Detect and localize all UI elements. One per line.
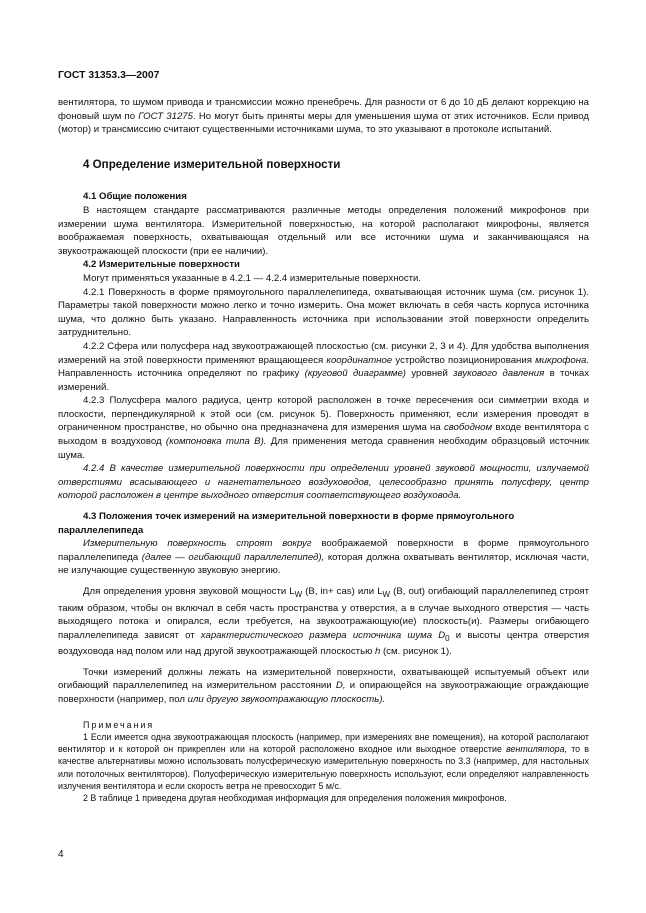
subsection-4-2-title: 4.2 Измерительные поверхности (83, 259, 240, 271)
subsection-4-3-para-1: Измерительную поверхность строят вокруг воображаемой поверхности в форме прямоугольного параллелепипеда (далее — огибающий параллелепипед), которая должна охватывать вентилятор, исключая части, не излучающие существенную звуковую энергию. (58, 538, 589, 577)
intro-paragraph (58, 96, 589, 137)
document-body (58, 96, 589, 805)
subsection-4-2-text: Могут применяться указанные в 4.2.1 — 4.2.4 измерительные поверхности. (83, 272, 422, 284)
note-2: 2 В таблице 1 приведена другая необходимая информация для определения положения микрофонов. (83, 793, 507, 804)
subsection-4-3-title: 4.3 Положения точек измерений на измерительной поверхности в форме прямоугольного параллелепипеда (58, 511, 515, 536)
note-1: 1 Если имеется одна звукоотражающая плоскость (например, при измерениях вне помещения), на которой располагают вентилятор и к которой он прикреплен или на которой расположено входное или выходное отверстие вентилятора, то в качестве альтернативы можно использовать полусферическую измерительную поверхность по 3.3 (например, для настольных или потолочных вентиляторов). Полусферическую измерительную поверхность используют, если определяют направленность излучения вентилятора и если скорость ветра не превосходит 5 м/с. (58, 731, 589, 792)
clause-4-2-3: 4.2.3 Полусфера малого радиуса, центр которой расположен в точке пересечения оси симметрии входа и плоскости, перпендикулярной к этой оси (см. рисунок 5). Поверхность применяют, если измерения проводят в ограниченном пространстве, но обычно она предназначена для измерения шума на свободном входе вентилятора с выходом в воздуховод (компоновка типа В). Для применения метода сравнения необходим образцовый источник шума. (58, 395, 589, 461)
subsection-4-1-text: В настоящем стандарте рассматриваются различные методы определения положений микрофонов при измерении шума вентилятора. Измерительной поверхностью, на которой располагают микрофоны, является воображаемая поверхность, охватывающая отдельный или все источники шума и заканчивающаяся на звукоотражающей плоскости (при ее наличии). (58, 204, 589, 257)
intro-text-a: вентилятора, то шумом привода и трансмиссии можно пренебречь. Для разности от 6 до 10 дБ делают коррекцию на фоновый шум по (58, 97, 589, 122)
document-header: ГОСТ 31353.3—2007 (58, 70, 160, 81)
intro-text-b: . Но могут быть приняты меры для уменьшения шума от этих источников. Если привод (мотор) и трансмиссию считают существенными источниками шума, то это указывают в протоколе испытаний. (58, 110, 589, 136)
clause-4-2-4: 4.2.4 В качестве измерительной поверхности при определении уровней звуковой мощности, излучаемой отверстиями всасывающего и нагнетательного воздуховодов, целесообразно принять полусферу, центр которой расположен в центре выходного отверстия соответствующего воздуховода. (58, 463, 589, 502)
notes-block (58, 719, 589, 805)
intro-ref: ГОСТ 31275 (138, 110, 193, 122)
subsection-4-3-para-2: Для определения уровня звуковой мощности $L_W$ (В, in+ cas) или $L_W$ (В, out) огибающий параллелепипед строят таким образом, чтобы он включал в себя часть пространства у отверстия, а в случае выходного отверстия — часть выходящего потока и опирался, если требуется, на звукоотражающую(ие) плоскость(и). Размеры огибающего параллелепипеда зависят от характеристического размера источника шума $D_0$ и высоты центра отверстия воздуховода над полом или над другой звукоотражающей плоскостью h (см. рисунок 1). (58, 586, 590, 658)
clause-4-2-2: 4.2.2 Сфера или полусфера над звукоотражающей плоскостью (см. рисунки 2, 3 и 4). Для удобства выполнения измерений на этой поверхности применяют вращающееся координатное устройство позиционирования микрофона. Направленность источника определяют по графику (круговой диаграмме) уровней звукового давления в точках измерений. (58, 340, 589, 393)
subsection-4-3-para-3: Точки измерений должны лежать на измерительной поверхности, охватывающей испытуемый объект или огибающий параллелепипед на измерительном расстоянии D, и опирающейся на звукоотражающие ограждающие поверхности (например, пол или другую звукоотражающую плоскость). (58, 666, 589, 705)
page-number: 4 (58, 849, 64, 860)
clause-4-2-1: 4.2.1 Поверхность в форме прямоугольного параллелепипеда, охватывающая источник шума (см. рисунок 1). Параметры такой поверхности можно легко и точно измерить. Она может включать в себя часть корпуса источника шума, что должно быть указано. Направленность источника при использовании этой поверхности определить затруднительно. (58, 286, 589, 339)
notes-heading: Примечания (83, 719, 155, 730)
section-title: 4 Определение измерительной поверхности (83, 157, 341, 171)
subsection-4-1-title: 4.1 Общие положения (83, 191, 187, 203)
